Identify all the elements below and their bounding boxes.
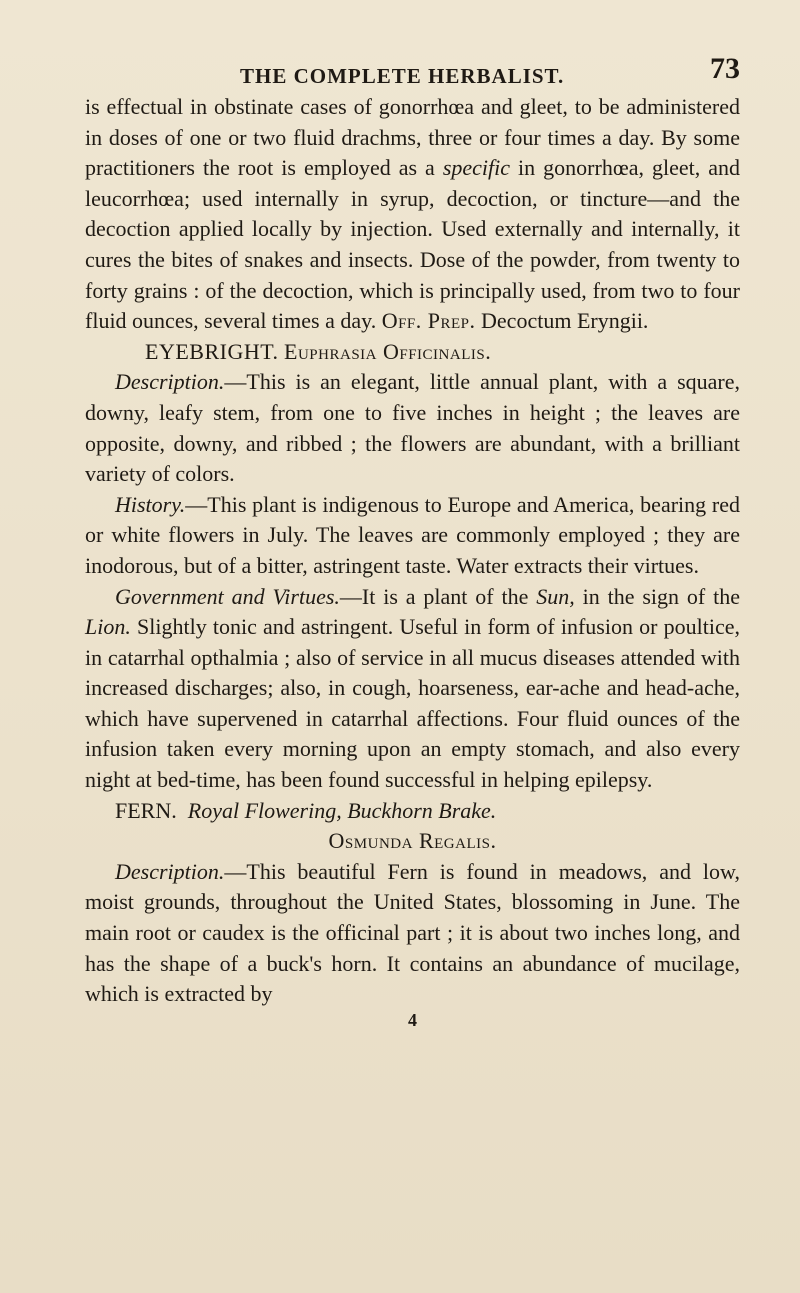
entry-name: EYEBRIGHT. xyxy=(145,338,279,364)
paragraph-government-virtues: Government and Virtues.—It is a plant of the Sun, in the sign of the Lion. Slightly tonic and astringent. Useful in form of infusion or poultice, in catarrhal opthalmia ; also of service in all mucus diseases attended with increased discharges; also, in cough, hoarseness, ear-ache and head-ache, which have supervened in catarrhal affections. Four fluid ounces of the infusion taken every morning upon an empty stomach, and also every night at bed-time, has been found successful in helping epilepsy. xyxy=(85,583,740,793)
common-names: Royal Flowering, Buckhorn Brake. xyxy=(187,797,497,823)
paragraph-fern-description: Description.—This beautiful Fern is found in meadows, and low, moist grounds, throughout the United States, blossoming in June. The main root or caudex is the officinal part ; it is about two inches long, and has the shape of a buck's horn. It contains an abundance of mucilage, which is extracted by xyxy=(85,858,740,1007)
running-title: THE COMPLETE HERBALIST. xyxy=(240,64,565,88)
signature-mark: 4 xyxy=(408,1009,417,1030)
running-head xyxy=(85,0,740,92)
page-number: 73 xyxy=(710,52,740,85)
emphasis-specific: specific xyxy=(442,155,511,181)
section-label: History. xyxy=(115,491,186,517)
section-label: Description. xyxy=(115,369,225,395)
latin-name: Euphrasia Officinalis. xyxy=(284,338,492,364)
latin-name: Osmunda Regalis. xyxy=(328,828,497,854)
paragraph-description: Description.—This is an elegant, little annual plant, with a square, downy, leafy stem, from one to five inches in height ; the leaves are opposite, downy, and ribbed ; the flowers are abundant, with a brilliant variety of colors. xyxy=(85,369,740,487)
entry-heading-eyebright xyxy=(85,337,740,368)
off-prep-label: Off. Prep. xyxy=(381,308,476,334)
body-text xyxy=(85,92,740,1030)
entry-name: FERN. xyxy=(115,797,177,823)
paragraph-history: History.—This plant is indigenous to Europe and America, bearing red or white flowers in July. The leaves are commonly employed ; they are inodorous, but of a bitter, astringent taste. Water extracts their virtues. xyxy=(85,491,740,578)
section-label: Description. xyxy=(115,858,225,884)
paragraph-eryngo-continuation: is effectual in obstinate cases of gonorrhœa and gleet, to be administered in doses of one or two fluid drachms, three or four times a day. By some practitioners the root is employed as a specific in gonorrhœa, gleet, and leucorrhœa; used internally in syrup, decoction, or tincture—and the decoction applied locally by injection. Used externally and internally, it cures the bites of snakes and insects. Dose of the powder, from twenty to forty grains : of the decoction, which is principally used, from two to four fluid ounces, several times a day. Off. Prep. Decoctum Eryngii. xyxy=(85,94,741,334)
section-label: Government and Virtues. xyxy=(115,583,340,609)
entry-heading-fern xyxy=(85,796,740,827)
